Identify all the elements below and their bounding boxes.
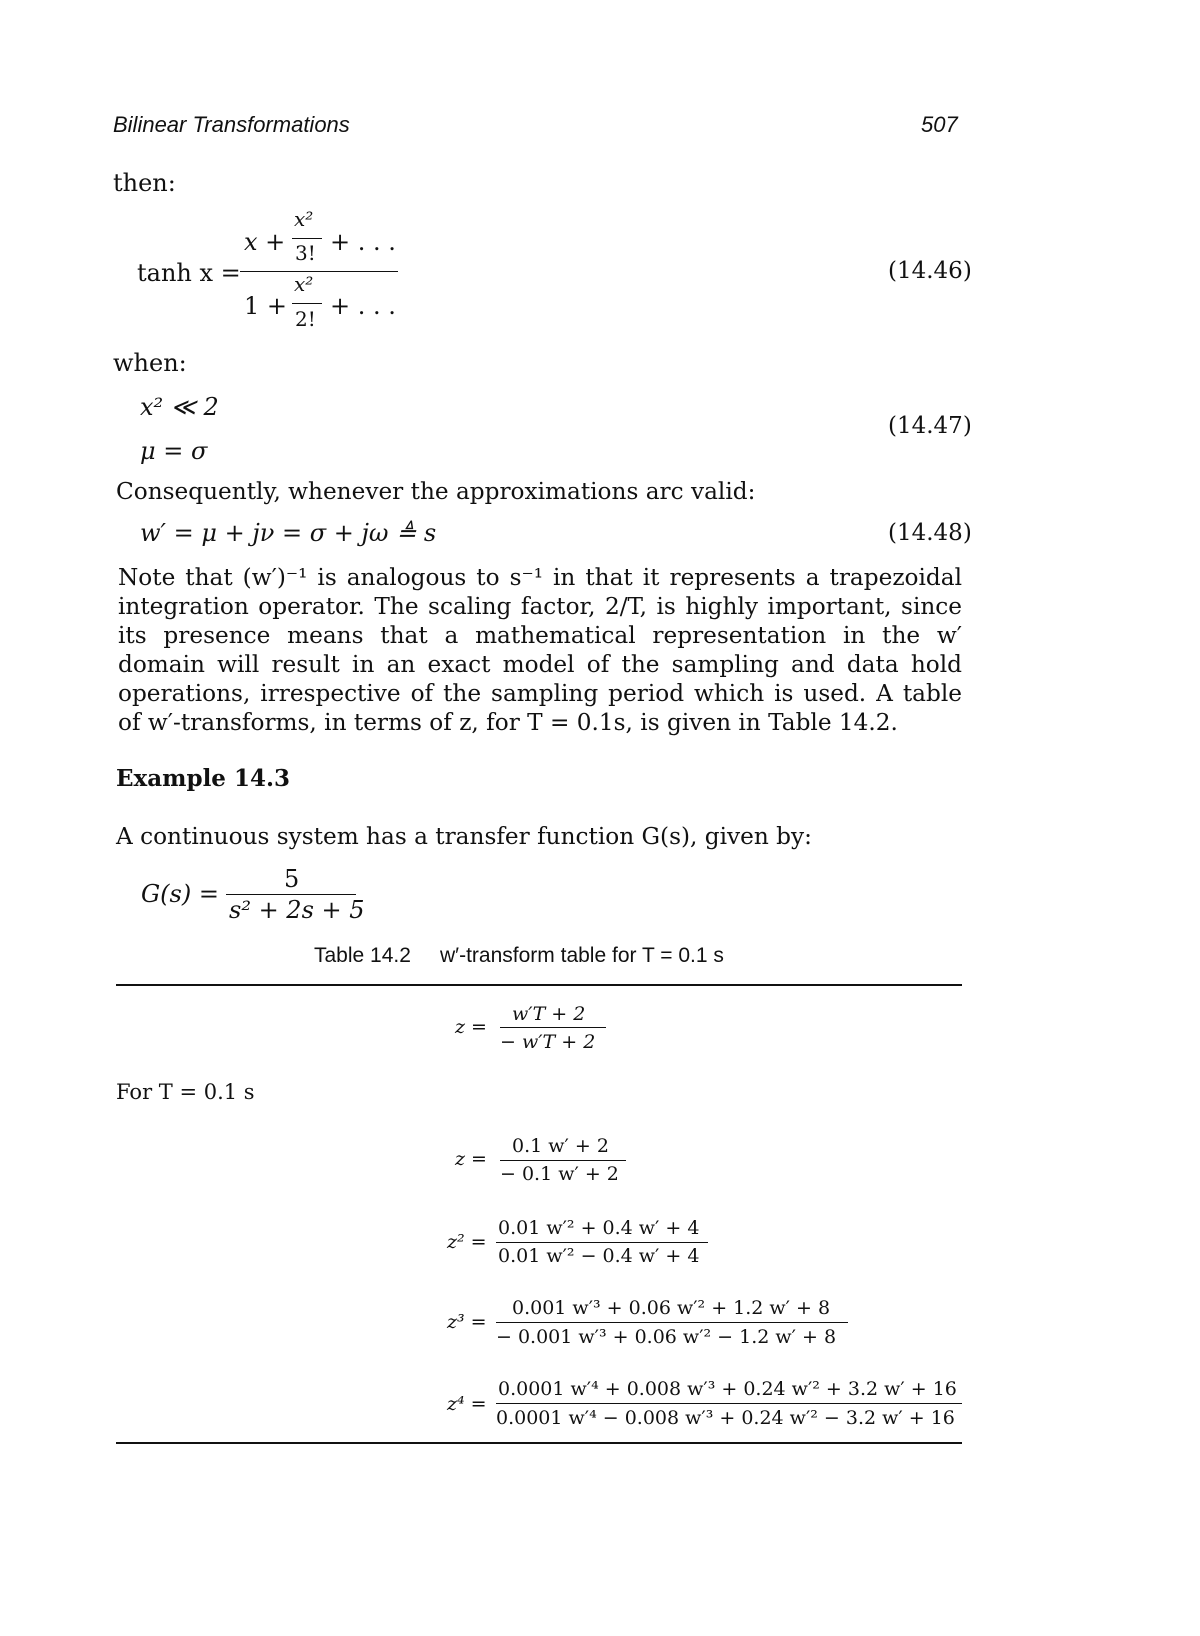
table-row-z2-lhs: z² =: [447, 1231, 487, 1253]
general-z-fraction-line: [500, 1027, 606, 1028]
for-t-label: For T = 0.1 s: [116, 1080, 255, 1104]
gs-lhs: G(s) =: [141, 880, 219, 908]
general-z-numerator: w′T + 2: [512, 1003, 586, 1025]
example-heading: Example 14.3: [116, 765, 290, 792]
num-frac-num: x²: [294, 207, 314, 231]
table-row-z4-numerator: 0.0001 w′⁴ + 0.008 w′³ + 0.24 w′² + 3.2 w′ + 16: [498, 1378, 957, 1400]
running-title: Bilinear Transformations: [113, 112, 350, 137]
num-ellipsis: + . . .: [330, 228, 396, 256]
den-ellipsis: + . . .: [330, 292, 396, 320]
gs-denominator: s² + 2s + 5: [229, 896, 365, 924]
table-row-z1-denominator: − 0.1 w′ + 2: [500, 1163, 619, 1185]
table-row-z4-fraction-line: [496, 1403, 962, 1404]
table-row-z2-fraction-line: [496, 1242, 708, 1243]
table-row-z2-numerator: 0.01 w′² + 0.4 w′ + 4: [498, 1217, 700, 1239]
table-caption-text: w′-transform table for T = 0.1 s: [440, 944, 724, 967]
table-row-z3-lhs: z³ =: [447, 1311, 487, 1333]
table-row-z3-numerator: 0.001 w′³ + 0.06 w′² + 1.2 w′ + 8: [512, 1297, 831, 1319]
gs-numerator: 5: [284, 865, 300, 893]
table-row-z1-numerator: 0.1 w′ + 2: [512, 1135, 609, 1157]
table-row-z1-fraction-line: [500, 1160, 626, 1161]
page-number: 507: [921, 112, 958, 137]
condition-line-1: x² ≪ 2: [140, 393, 219, 421]
table-row-z1-lhs: z =: [455, 1148, 487, 1170]
general-z-lhs: z =: [455, 1016, 487, 1038]
table-row-z4-lhs: z⁴ =: [447, 1393, 487, 1415]
condition-line-2: μ = σ: [140, 437, 208, 465]
table-row-z2-denominator: 0.01 w′² − 0.4 w′ + 4: [498, 1245, 700, 1267]
table-bottom-rule: [116, 1442, 962, 1444]
den-inner-fraction-line: [292, 303, 322, 304]
num-inner-fraction-line: [292, 238, 322, 239]
equation-14-48-body: w′ = μ + jν = σ + jω ≜ s: [140, 519, 437, 547]
main-fraction-line: [240, 271, 398, 272]
table-caption-label: Table 14.2: [314, 944, 411, 967]
den-frac-num: x²: [294, 272, 314, 296]
num-frac-den: 3!: [295, 241, 316, 265]
table-row-z3-fraction-line: [496, 1322, 848, 1323]
den-frac-den: 2!: [295, 307, 316, 331]
equation-number-14-46: (14.46): [888, 258, 972, 284]
gs-fraction-line: [226, 894, 356, 895]
table-row-z3-denominator: − 0.001 w′³ + 0.06 w′² − 1.2 w′ + 8: [496, 1326, 837, 1348]
table-row-z4-denominator: 0.0001 w′⁴ − 0.008 w′³ + 0.24 w′² − 3.2 w′ + 16: [496, 1407, 955, 1429]
explanation-paragraph: Note that (w′)⁻¹ is analogous to s⁻¹ in that it represents a trapezoidal integration operator. The scaling factor, 2/T, is highly important, since its presence means that a mathematical representation in the w′ domain will result in an exact model of the sampling and data hold operations, irrespective of the sampling period which is used. A table of w′-transforms, in terms of z, for T = 0.1s, is given in Table 14.2.: [118, 564, 962, 736]
tanh-lhs: tanh x =: [137, 259, 241, 287]
num-x: x +: [244, 228, 286, 256]
example-text: A continuous system has a transfer function G(s), given by:: [116, 823, 812, 850]
table-top-rule: [116, 984, 962, 986]
consequently-text: Consequently, whenever the approximations arc valid:: [116, 478, 756, 505]
general-z-denominator: − w′T + 2: [500, 1031, 596, 1053]
den-one: 1 +: [244, 292, 288, 320]
when-label: when:: [113, 349, 187, 377]
equation-number-14-47: (14.47): [888, 413, 972, 439]
equation-number-14-48: (14.48): [888, 520, 972, 546]
then-label: then:: [113, 169, 176, 197]
